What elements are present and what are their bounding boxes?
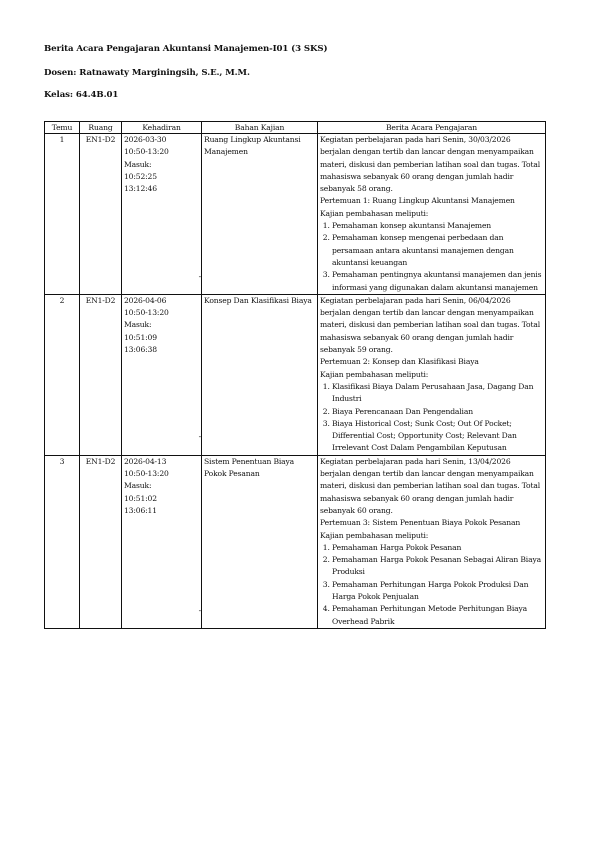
attendance-date: 2026-04-06: [124, 295, 167, 305]
meeting-number: 2: [45, 294, 80, 455]
check-out-time: 13:06:38: [124, 345, 157, 355]
meeting-topic: Pertemuan 3: Sistem Penentuan Biaya Pokok Pesanan: [320, 518, 521, 528]
teaching-report: [318, 455, 546, 628]
room: EN1-D2: [80, 294, 122, 455]
report-summary: Kegiatan perbelajaran pada hari Senin, 13/04/2026 berjalan dengan tertib dan lancar dengan menyampaikan materi, diskusi dan pemberian latihan soal dan tugas. Total mahasiswa sebanyak 60 orang dengan jumlah hadir sebanyak 60 orang.: [320, 456, 541, 515]
check-in-time: 10:51:02: [124, 493, 157, 503]
check-in-label: Masuk:: [124, 320, 152, 330]
list-item: 3. Pemahaman pentingnya akuntansi manajemen dan jenis informasi yang digunakan dalam akuntansi manajemen: [332, 269, 543, 294]
teaching-report: [318, 134, 546, 295]
attendance-time: 10:50-13:20: [124, 469, 169, 479]
time-separator: -: [198, 432, 201, 442]
check-out-time: 13:06:11: [124, 505, 157, 515]
room: EN1-D2: [80, 134, 122, 295]
list-item: 2. Pemahaman Harga Pokok Pesanan Sebagai Aliran Biaya Produksi: [332, 554, 543, 579]
column-header-temu: Temu: [45, 122, 80, 134]
check-in-time: 10:52:25: [124, 171, 157, 181]
table-header-row: [45, 122, 546, 134]
meeting-number: 3: [45, 455, 80, 628]
column-header-bahan-kajian: Bahan Kajian: [202, 122, 318, 134]
room: EN1-D2: [80, 455, 122, 628]
discussion-intro: Kajian pembahasan meliputi:: [320, 530, 429, 540]
attendance-cell: [122, 134, 202, 295]
document-title: Berita Acara Pengajaran Akuntansi Manajemen-I01 (3 SKS): [44, 44, 328, 54]
attendance-time: 10:50-13:20: [124, 147, 169, 157]
check-in-label: Masuk:: [124, 481, 152, 491]
list-item: 1. Pemahaman konsep akuntansi Manajemen: [332, 220, 543, 232]
discussion-list: [320, 220, 543, 294]
list-item: 2. Biaya Perencanaan Dan Pengendalian: [332, 406, 543, 418]
attendance-date: 2026-03-30: [124, 135, 167, 144]
study-material: Ruang Lingkup Akuntansi Manajemen: [202, 134, 318, 295]
table-row: [45, 294, 546, 455]
attendance-cell: [122, 294, 202, 455]
report-summary: Kegiatan perbelajaran pada hari Senin, 30/03/2026 berjalan dengan tertib dan lancar dengan menyampaikan materi, diskusi dan pemberian latihan soal dan tugas. Total mahasiswa sebanyak 60 orang dengan jumlah hadir sebanyak 58 orang.: [320, 135, 541, 194]
meeting-number: 1: [45, 134, 80, 295]
list-item: 1. Klasifikasi Biaya Dalam Perusahaan Jasa, Dagang Dan Industri: [332, 381, 543, 406]
time-separator: -: [198, 271, 201, 281]
time-separator: -: [198, 605, 201, 615]
discussion-list: [320, 542, 543, 628]
class-code: Kelas: 64.4B.01: [44, 90, 119, 100]
column-header-ruang: Ruang: [80, 122, 122, 134]
list-item: 3. Pemahaman Perhitungan Harga Pokok Produksi Dan Harga Pokok Penjualan: [332, 579, 543, 604]
table-row: [45, 455, 546, 628]
discussion-list: [320, 381, 543, 455]
discussion-intro: Kajian pembahasan meliputi:: [320, 208, 429, 218]
lecturer-name: Dosen: Ratnawaty Marginingsih, S.E., M.M.: [44, 68, 250, 78]
teaching-report: [318, 294, 546, 455]
list-item: 3. Biaya Historical Cost; Sunk Cost; Out Of Pocket; Differential Cost; Opportunity Cost; Relevant Dan Irrelevant Cost Dalam Pengambilan Keputusan: [332, 418, 543, 455]
column-header-berita-acara: Berita Acara Pengajaran: [318, 122, 546, 134]
study-material: Sistem Penentuan Biaya Pokok Pesanan: [202, 455, 318, 628]
attendance-date: 2026-04-13: [124, 456, 167, 466]
check-in-time: 10:51:09: [124, 332, 157, 342]
report-summary: Kegiatan perbelajaran pada hari Senin, 06/04/2026 berjalan dengan tertib dan lancar dengan menyampaikan materi, diskusi dan pemberian latihan soal dan tugas. Total mahasiswa sebanyak 60 orang dengan jumlah hadir sebanyak 59 orang.: [320, 295, 541, 355]
discussion-intro: Kajian pembahasan meliputi:: [320, 369, 429, 379]
check-out-time: 13:12:46: [124, 184, 157, 194]
meeting-topic: Pertemuan 1: Ruang Lingkup Akuntansi Manajemen: [320, 196, 515, 206]
table-row: [45, 134, 546, 295]
teaching-record-table: [44, 121, 546, 629]
list-item: 1. Pemahaman Harga Pokok Pesanan: [332, 542, 543, 554]
meeting-topic: Pertemuan 2: Konsep dan Klasifikasi Biaya: [320, 357, 479, 367]
study-material: Konsep Dan Klasifikasi Biaya: [202, 294, 318, 455]
check-in-label: Masuk:: [124, 159, 152, 169]
list-item: 4. Pemahaman Perhitungan Metode Perhitungan Biaya Overhead Pabrik: [332, 603, 543, 628]
attendance-cell: [122, 455, 202, 628]
list-item: 2. Pemahaman konsep mengenai perbedaan dan persamaan antara akuntansi manajemen dengan akuntansi keuangan: [332, 232, 543, 269]
attendance-time: 10:50-13:20: [124, 308, 169, 318]
column-header-kehadiran: Kehadiran: [122, 122, 202, 134]
